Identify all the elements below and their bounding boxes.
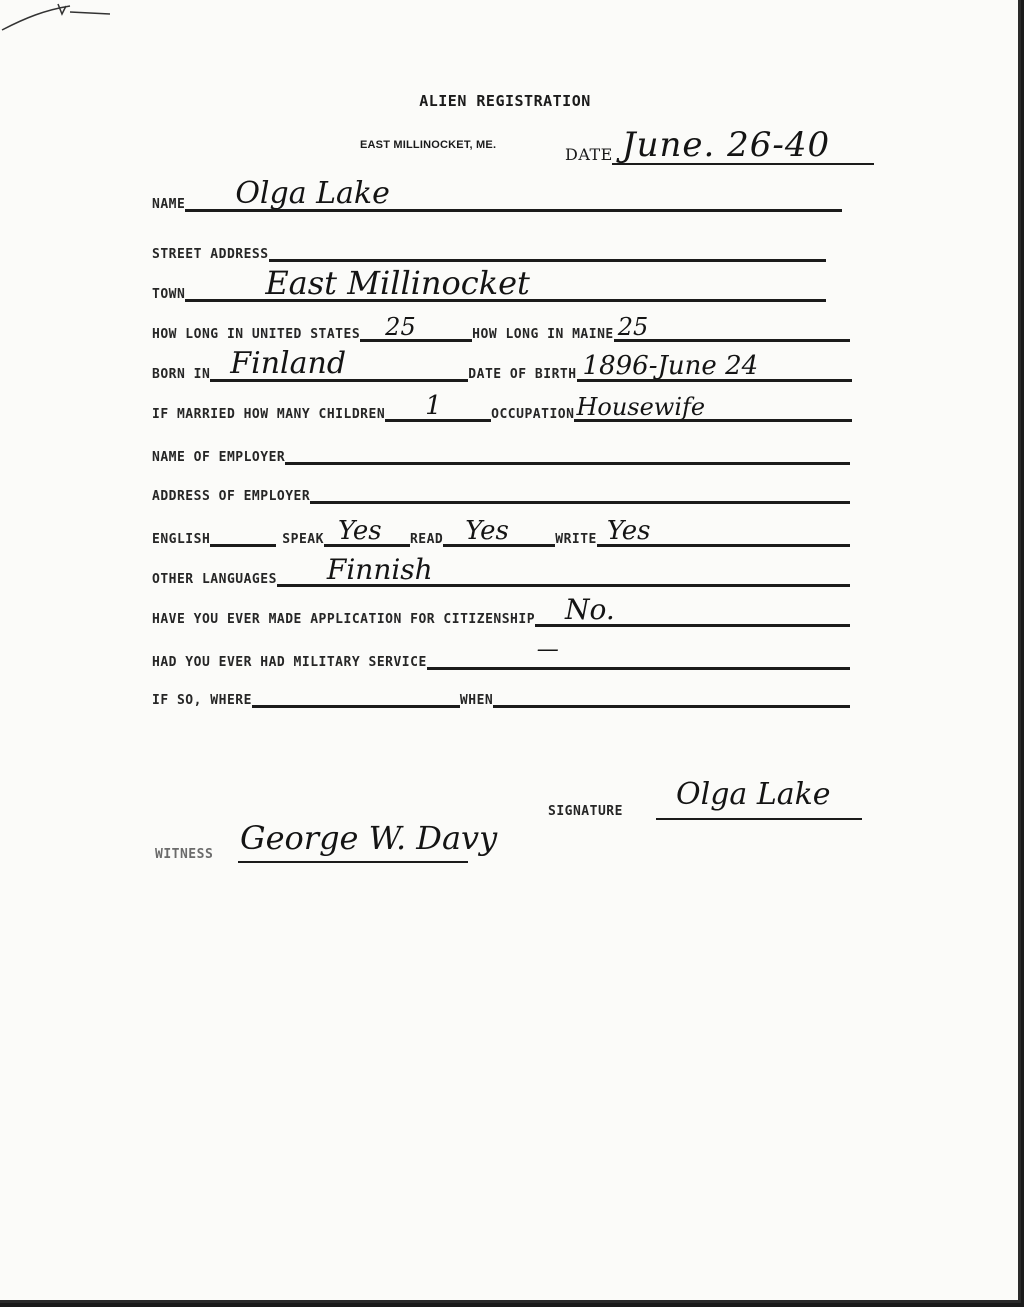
occupation-line xyxy=(574,393,852,422)
military-service-value: — xyxy=(536,637,559,662)
other-languages-row xyxy=(152,553,850,589)
witness-label: WITNESS xyxy=(155,847,214,862)
name-label: NAME xyxy=(152,197,186,212)
employer-address-line xyxy=(310,501,850,504)
town-value: East Millinocket xyxy=(265,264,530,302)
military-service-row xyxy=(152,637,850,672)
how-long-us-label: HOW LONG IN UNITED STATES xyxy=(152,327,361,342)
employer-address-label: ADDRESS OF EMPLOYER xyxy=(152,489,311,504)
town-stamp: EAST MILLINOCKET, ME. xyxy=(360,139,497,151)
employer-name-row xyxy=(152,443,850,467)
english-row xyxy=(152,516,850,549)
citizenship-value: No. xyxy=(565,593,615,626)
other-languages-value: Finnish xyxy=(326,553,433,586)
name-line xyxy=(185,176,842,212)
street-address-line xyxy=(269,259,826,262)
how-long-maine-line xyxy=(614,313,850,342)
citizenship-label: HAVE YOU EVER MADE APPLICATION FOR CITIZENSHIP xyxy=(152,612,536,627)
date-of-birth-line xyxy=(577,351,852,382)
street-address-label: STREET ADDRESS xyxy=(152,247,269,262)
date-label: DATE xyxy=(565,145,613,164)
witness-line xyxy=(238,861,468,863)
if-so-where-label: IF SO, WHERE xyxy=(152,693,252,708)
if-so-where-line xyxy=(252,705,460,708)
children-line xyxy=(385,391,491,422)
how-long-us-value: 25 xyxy=(385,313,416,341)
how-long-us-line xyxy=(360,313,472,342)
form-title: ALIEN REGISTRATION xyxy=(419,92,591,110)
read-value: Yes xyxy=(465,516,509,546)
how-long-maine-label: HOW LONG IN MAINE xyxy=(472,327,614,342)
service-detail-row xyxy=(152,686,850,710)
name-value: Olga Lake xyxy=(235,176,390,211)
other-languages-line xyxy=(277,553,850,587)
town-line xyxy=(185,264,826,302)
when-label: WHEN xyxy=(459,693,494,708)
employer-address-row xyxy=(152,482,850,506)
name-row xyxy=(152,176,842,214)
children-value: 1 xyxy=(425,391,442,421)
town-label: TOWN xyxy=(152,287,186,302)
signature-label: SIGNATURE xyxy=(548,804,623,819)
occupation-value: Housewife xyxy=(576,393,706,421)
when-line xyxy=(493,705,850,708)
write-value: Yes xyxy=(606,516,651,546)
read-line xyxy=(443,516,555,547)
birth-row xyxy=(152,346,852,384)
born-in-line xyxy=(210,346,468,382)
occupation-label: OCCUPATION xyxy=(491,407,575,422)
write-label: WRITE xyxy=(555,532,597,547)
military-service-label: HAD YOU EVER HAD MILITARY SERVICE xyxy=(152,655,427,670)
other-languages-label: OTHER LANGUAGES xyxy=(152,572,277,587)
military-service-line xyxy=(427,637,850,670)
citizenship-line xyxy=(535,593,850,627)
english-label: ENGLISH xyxy=(152,532,211,547)
date-value: June. 26-40 xyxy=(622,125,831,165)
speak-label: SPEAK xyxy=(282,532,324,547)
date-of-birth-label: DATE OF BIRTH xyxy=(468,367,577,382)
english-line xyxy=(210,544,276,547)
citizenship-row xyxy=(152,593,850,629)
corner-scribble-mark xyxy=(0,0,120,40)
street-address-row xyxy=(152,240,826,264)
witness-value: George W. Davy xyxy=(240,819,498,857)
employer-name-label: NAME OF EMPLOYER xyxy=(152,450,286,465)
born-in-value: Finland xyxy=(230,346,347,381)
signature-value: Olga Lake xyxy=(676,777,831,812)
read-label: READ xyxy=(409,532,444,547)
speak-line xyxy=(324,516,410,547)
write-line xyxy=(597,516,850,547)
residency-row xyxy=(152,313,850,344)
employer-name-line xyxy=(285,462,850,465)
signature-line xyxy=(656,818,862,820)
family-occupation-row xyxy=(152,391,852,424)
date-of-birth-value: 1896-June 24 xyxy=(582,351,759,381)
speak-value: Yes xyxy=(337,516,382,546)
how-long-maine-value: 25 xyxy=(617,313,649,341)
children-label: IF MARRIED HOW MANY CHILDREN xyxy=(152,407,386,422)
born-in-label: BORN IN xyxy=(152,367,211,382)
town-row xyxy=(152,264,826,304)
